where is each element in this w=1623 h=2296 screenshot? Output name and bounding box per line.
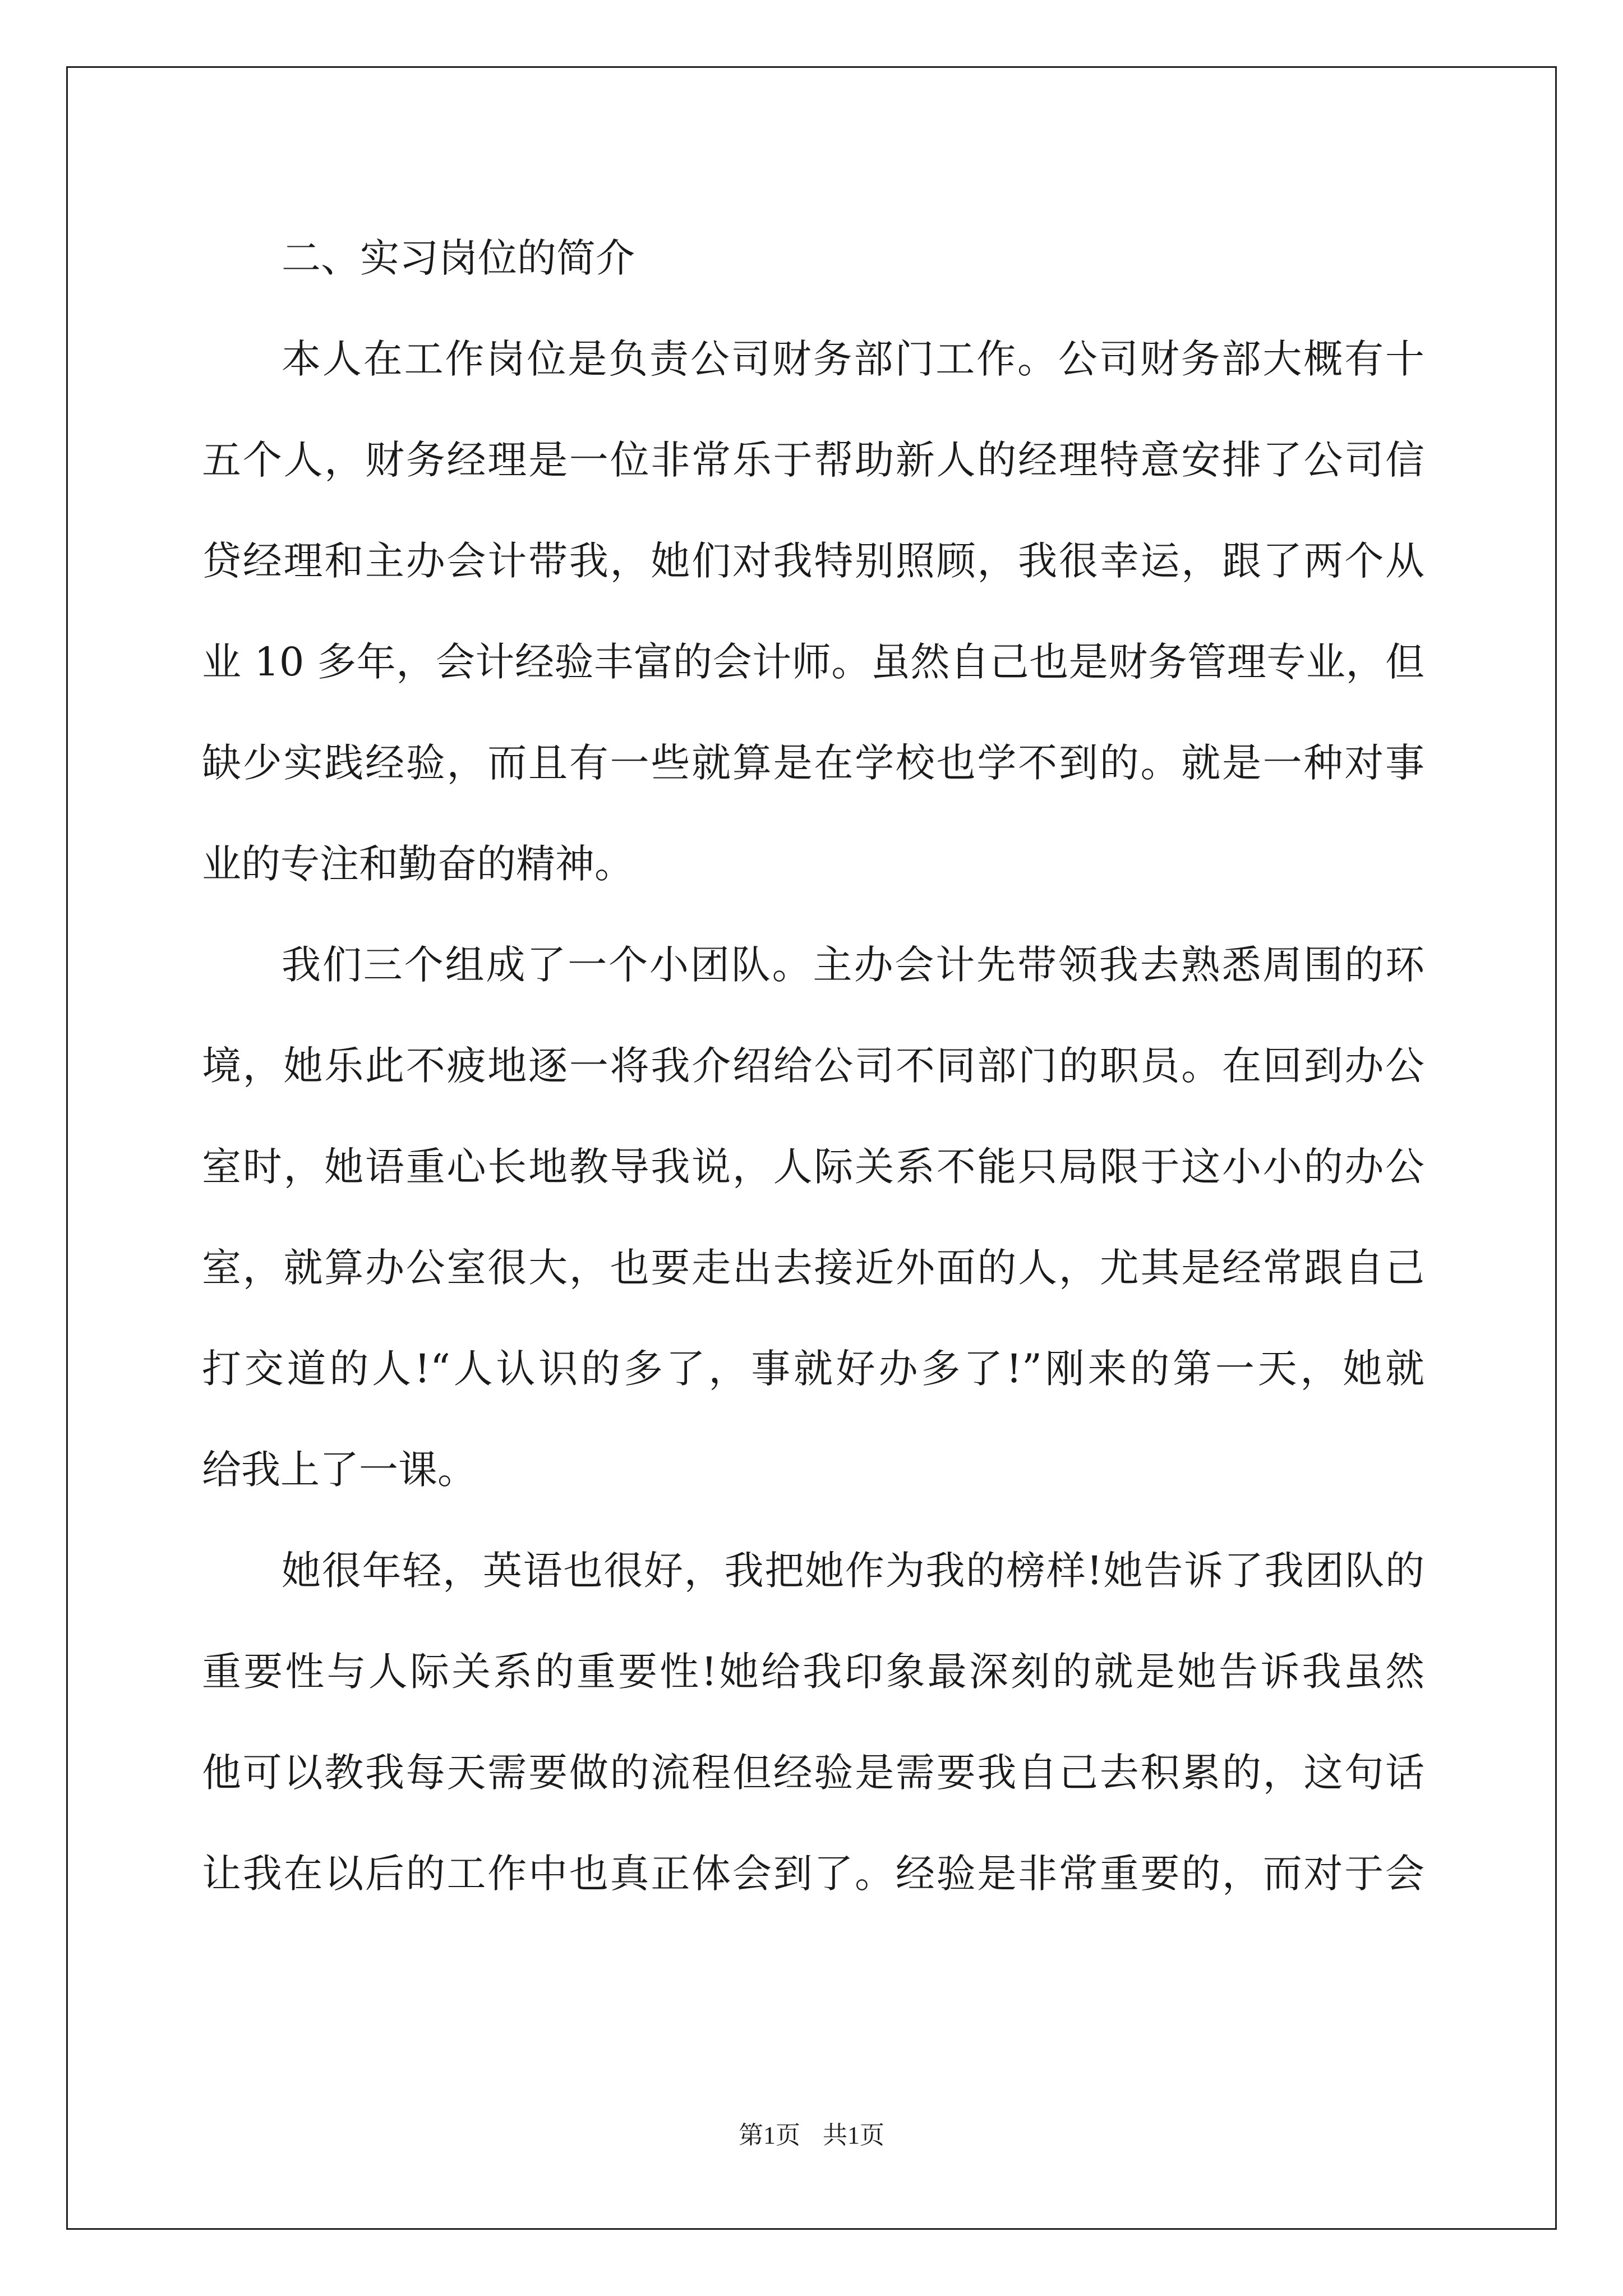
paragraph-line: 让我在以后的工作中也真正体会到了。经验是非常重要的，而对于会 bbox=[202, 1851, 1424, 1897]
section-heading: 二、实习岗位的简介 bbox=[282, 235, 635, 281]
paragraph-line: 她很年轻，英语也很好，我把她作为我的榜样!她告诉了我团队的 bbox=[282, 1548, 1424, 1594]
document-body bbox=[202, 208, 1424, 1924]
paragraph-line: 本人在工作岗位是负责公司财务部门工作。公司财务部大概有十 bbox=[282, 336, 1424, 382]
paragraph-1 bbox=[202, 309, 1424, 914]
paragraph-line: 室，就算办公室很大，也要走出去接近外面的人，尤其是经常跟自己 bbox=[202, 1245, 1424, 1291]
paragraph-2 bbox=[202, 914, 1424, 1520]
paragraph-line: 打交道的人!“人认识的多了，事就好办多了!”刚来的第一天，她就 bbox=[202, 1346, 1424, 1392]
paragraph-line: 境，她乐此不疲地逐一将我介绍给公司不同部门的职员。在回到办公 bbox=[202, 1043, 1424, 1089]
paragraph-line: 我们三个组成了一个小团队。主办会计先带领我去熟悉周围的环 bbox=[282, 942, 1424, 988]
paragraph-3 bbox=[202, 1520, 1424, 1924]
total-pages: 共1页 bbox=[823, 2122, 884, 2149]
paragraph-line: 室时，她语重心长地教导我说，人际关系不能只局限于这小小的办公 bbox=[202, 1144, 1424, 1190]
paragraph-line: 业的专注和勤奋的精神。 bbox=[202, 841, 634, 887]
paragraph-line: 重要性与人际关系的重要性!她给我印象最深刻的就是她告诉我虽然 bbox=[202, 1649, 1424, 1695]
page-footer bbox=[0, 2115, 1623, 2151]
paragraph-line: 业 10 多年，会计经验丰富的会计师。虽然自己也是财务管理专业，但 bbox=[202, 639, 1424, 685]
paragraph-line: 贷经理和主办会计带我，她们对我特别照顾，我很幸运，跟了两个从 bbox=[202, 538, 1424, 584]
paragraph-line: 他可以教我每天需要做的流程但经验是需要我自己去积累的，这句话 bbox=[202, 1750, 1424, 1796]
paragraph-line: 缺少实践经验，而且有一些就算是在学校也学不到的。就是一种对事 bbox=[202, 740, 1424, 786]
page-number: 第1页 bbox=[739, 2122, 800, 2149]
paragraph-line: 五个人，财务经理是一位非常乐于帮助新人的经理特意安排了公司信 bbox=[202, 437, 1424, 483]
paragraph-line: 给我上了一课。 bbox=[202, 1447, 477, 1493]
